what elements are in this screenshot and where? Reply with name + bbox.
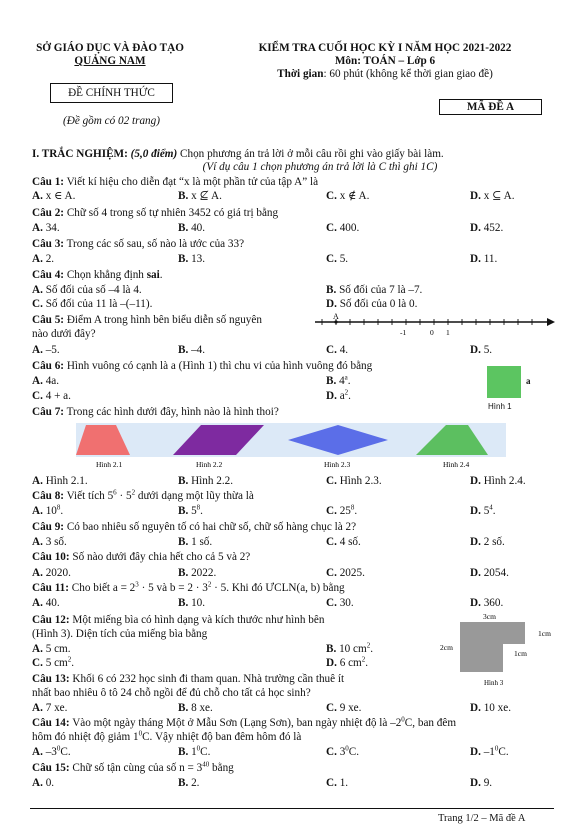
shape-2-1-label: Hình 2.1 <box>96 460 123 469</box>
dim-left-label: 2cm <box>440 643 453 652</box>
q4-option-d: D. Số đối của 0 là 0. <box>326 298 418 310</box>
q13-option-c: C. 9 xe. <box>326 702 362 714</box>
q12-option-a: A. 5 cm. <box>32 643 71 655</box>
q10-option-d: D. 2054. <box>470 567 509 579</box>
question-12: Câu 12: Một miếng bìa có hình dạng và kích thước như hình bên <box>32 614 325 626</box>
q1-option-d: D. x ⊆ A. <box>470 190 515 202</box>
q9-option-a: A. 3 số. <box>32 536 67 548</box>
question-4: Câu 4: Chọn khẳng định sai. <box>32 269 163 281</box>
section-example: (Ví dụ câu 1 chọn phương án trả lời là C thì ghi 1C) <box>202 161 438 173</box>
question-7: Câu 7: Trong các hình dưới đây, hình nào là hình thoi? <box>32 406 279 418</box>
shapes-figure <box>76 423 506 471</box>
question-13: Câu 13: Khối 6 có 232 học sinh đi tham quan. Nhà trường cần thuê ít <box>32 673 345 685</box>
q15-option-b: B. 2. <box>178 777 200 789</box>
q3-option-d: D. 11. <box>470 253 498 265</box>
pages-note: (Đề gồm có 02 trang) <box>63 115 160 127</box>
shape-2-4-label: Hình 2.4 <box>443 460 470 469</box>
q13-option-b: B. 8 xe. <box>178 702 213 714</box>
question-5-line2: nào dưới đây? <box>32 328 96 340</box>
page-footer: Trang 1/2 – Mã đề A <box>438 813 526 824</box>
number-line <box>315 312 555 342</box>
question-14: Câu 14: Vào một ngày tháng Một ở Mẫu Sơn (Lạng Sơn), ban ngày nhiệt độ là $-2^0C$, ban đêm <box>32 715 457 729</box>
q2-option-a: A. 34. <box>32 222 60 234</box>
q2-option-b: B. 40. <box>178 222 206 234</box>
tick-label-0: 0 <box>430 328 434 337</box>
q14-option-a: A. $-3^0C$. <box>32 744 71 758</box>
tick-label-1: 1 <box>446 328 450 337</box>
square-side-label: a <box>526 376 531 386</box>
q15-option-a: A. 0. <box>32 777 55 789</box>
question-12-line2: (Hình 3). Diện tích của miếng bìa bằng <box>32 628 208 640</box>
q4-option-b: B. Số đối của 7 là –7. <box>326 284 423 296</box>
q8-option-a: A. $10^8$. <box>32 503 64 517</box>
dim-inner-label: 1cm <box>514 649 527 658</box>
q14-option-d: D. $-1^0C$. <box>470 744 509 758</box>
fig1-caption: Hình 1 <box>488 402 512 411</box>
shape-2-3-label: Hình 2.3 <box>324 460 351 469</box>
dim-right-label: 1cm <box>538 629 551 638</box>
department-name: SỞ GIÁO DỤC VÀ ĐÀO TẠO <box>36 42 184 54</box>
q8-option-c: C. $25^8$. <box>326 503 358 517</box>
q5-option-b: B. –4. <box>178 344 206 356</box>
section-heading: I. TRẮC NGHIỆM: (5,0 điểm) Chọn phương án trả lời ở mỗi câu rồi ghi vào giấy bài làm. <box>32 148 444 160</box>
q11-option-a: A. 40. <box>32 597 60 609</box>
q12-option-c: C. 5 $cm^2$. <box>32 655 75 669</box>
q8-option-d: D. $5^4$. <box>470 503 496 517</box>
q7-option-c: C. Hình 2.3. <box>326 475 382 487</box>
q4-option-a: A. Số đối của số –4 là 4. <box>32 284 142 296</box>
q6-option-a: A. 4a. <box>32 375 60 387</box>
q12-option-d: D. 6 $cm^2$. <box>326 655 369 669</box>
q10-option-c: C. 2025. <box>326 567 365 579</box>
q14-option-b: B. $1^0C$. <box>178 744 211 758</box>
q3-option-c: C. 5. <box>326 253 349 265</box>
q1-option-a: A. x ∈ A. <box>32 190 76 202</box>
square-figure <box>487 366 521 398</box>
q13-option-a: A. 7 xe. <box>32 702 68 714</box>
q4-option-c: C. Số đối của 11 là –(–11). <box>32 298 153 310</box>
q9-option-d: D. 2 số. <box>470 536 505 548</box>
q12-option-b: B. 10 $cm^2$. <box>326 641 374 655</box>
q14-option-c: C. $3^0C$. <box>326 744 360 758</box>
q7-option-b: B. Hình 2.2. <box>178 475 234 487</box>
question-15: Câu 15: Chữ số tận cùng của số $n = 3^{40}$ bằng <box>32 760 234 774</box>
question-9: Câu 9: Có bao nhiêu số nguyên tố có hai chữ số, chữ số hàng chục là 2? <box>32 521 357 533</box>
shape-2-2-label: Hình 2.2 <box>196 460 223 469</box>
fig3-caption: Hình 3 <box>484 679 504 687</box>
question-10: Câu 10: Số nào dưới đây chia hết cho cả 5 và 2? <box>32 551 251 563</box>
question-11: Câu 11: Cho biết $a = 2^3 \cdot 5$ và $b = 2 \cdot 3^2 \cdot 5$. Khi đó ƯCLN(a, b) bằng <box>32 580 345 594</box>
footer-rule <box>30 808 554 809</box>
q5-option-d: D. 5. <box>470 344 493 356</box>
exam-time: Thời gian: 60 phút (không kể thời gian giao đề) <box>277 68 493 80</box>
q6-option-b: B. 4$^a$. <box>326 373 351 387</box>
question-14-line2: hôm đó nhiệt độ giảm $1^0C$. Vậy nhiệt độ ban đêm hôm đó là <box>32 729 302 743</box>
q9-option-c: C. 4 số. <box>326 536 361 548</box>
q9-option-b: B. 1 số. <box>178 536 213 548</box>
question-2: Câu 2: Chữ số 4 trong số tự nhiên 3452 có giá trị bằng <box>32 207 279 219</box>
q10-option-a: A. 2020. <box>32 567 71 579</box>
dim-top-label: 3cm <box>483 612 496 621</box>
q13-option-d: D. 10 xe. <box>470 702 512 714</box>
official-box: ĐỀ CHÍNH THỨC <box>50 83 173 103</box>
q1-option-c: C. x ∉ A. <box>326 190 370 202</box>
q10-option-b: B. 2022. <box>178 567 217 579</box>
question-8: Câu 8: Viết tích $5^6 \cdot 5^2$ dưới dạng một lũy thừa là <box>32 488 254 502</box>
q6-option-c: C. 4 + a. <box>32 390 71 402</box>
q15-option-c: C. 1. <box>326 777 349 789</box>
question-3: Câu 3: Trong các số sau, số nào là ước của 33? <box>32 238 245 250</box>
province-name: QUẢNG NAM <box>74 55 146 67</box>
question-6: Câu 6: Hình vuông có cạnh là a (Hình 1) thì chu vi của hình vuông đó bằng <box>32 360 373 372</box>
q11-option-c: C. 30. <box>326 597 354 609</box>
question-13-line2: nhất bao nhiêu ô tô 24 chỗ ngồi để đủ chỗ cho tất cả học sinh? <box>32 687 311 699</box>
question-5: Câu 5: Điểm A trong hình bên biểu diễn số nguyên <box>32 314 262 326</box>
q15-option-d: D. 9. <box>470 777 493 789</box>
q1-option-b: B. x ⊈ A. <box>178 190 222 202</box>
q2-option-d: D. 452. <box>470 222 504 234</box>
exam-subject: Môn: TOÁN – Lớp 6 <box>334 55 436 67</box>
q8-option-b: B. $5^8$. <box>178 503 203 517</box>
tick-label-neg1: -1 <box>400 328 407 337</box>
question-1: Câu 1: Viết kí hiệu cho diễn đạt “x là một phần tử của tập A” là <box>32 176 319 188</box>
exam-code-box: MÃ ĐỀ A <box>439 99 542 115</box>
q5-option-c: C. 4. <box>326 344 349 356</box>
q11-option-b: B. 10. <box>178 597 206 609</box>
area-figure <box>440 610 560 690</box>
q2-option-c: C. 400. <box>326 222 360 234</box>
q7-option-a: A. Hình 2.1. <box>32 475 88 487</box>
q5-option-a: A. –5. <box>32 344 60 356</box>
q7-option-d: D. Hình 2.4. <box>470 475 526 487</box>
q3-option-b: B. 13. <box>178 253 206 265</box>
q6-option-d: D. $a^2$. <box>326 388 351 402</box>
exam-title: KIỂM TRA CUỐI HỌC KỲ I NĂM HỌC 2021-2022 <box>258 42 512 54</box>
q3-option-a: A. 2. <box>32 253 55 265</box>
number-line-point-label: A <box>333 312 339 321</box>
q11-option-d: D. 360. <box>470 597 504 609</box>
